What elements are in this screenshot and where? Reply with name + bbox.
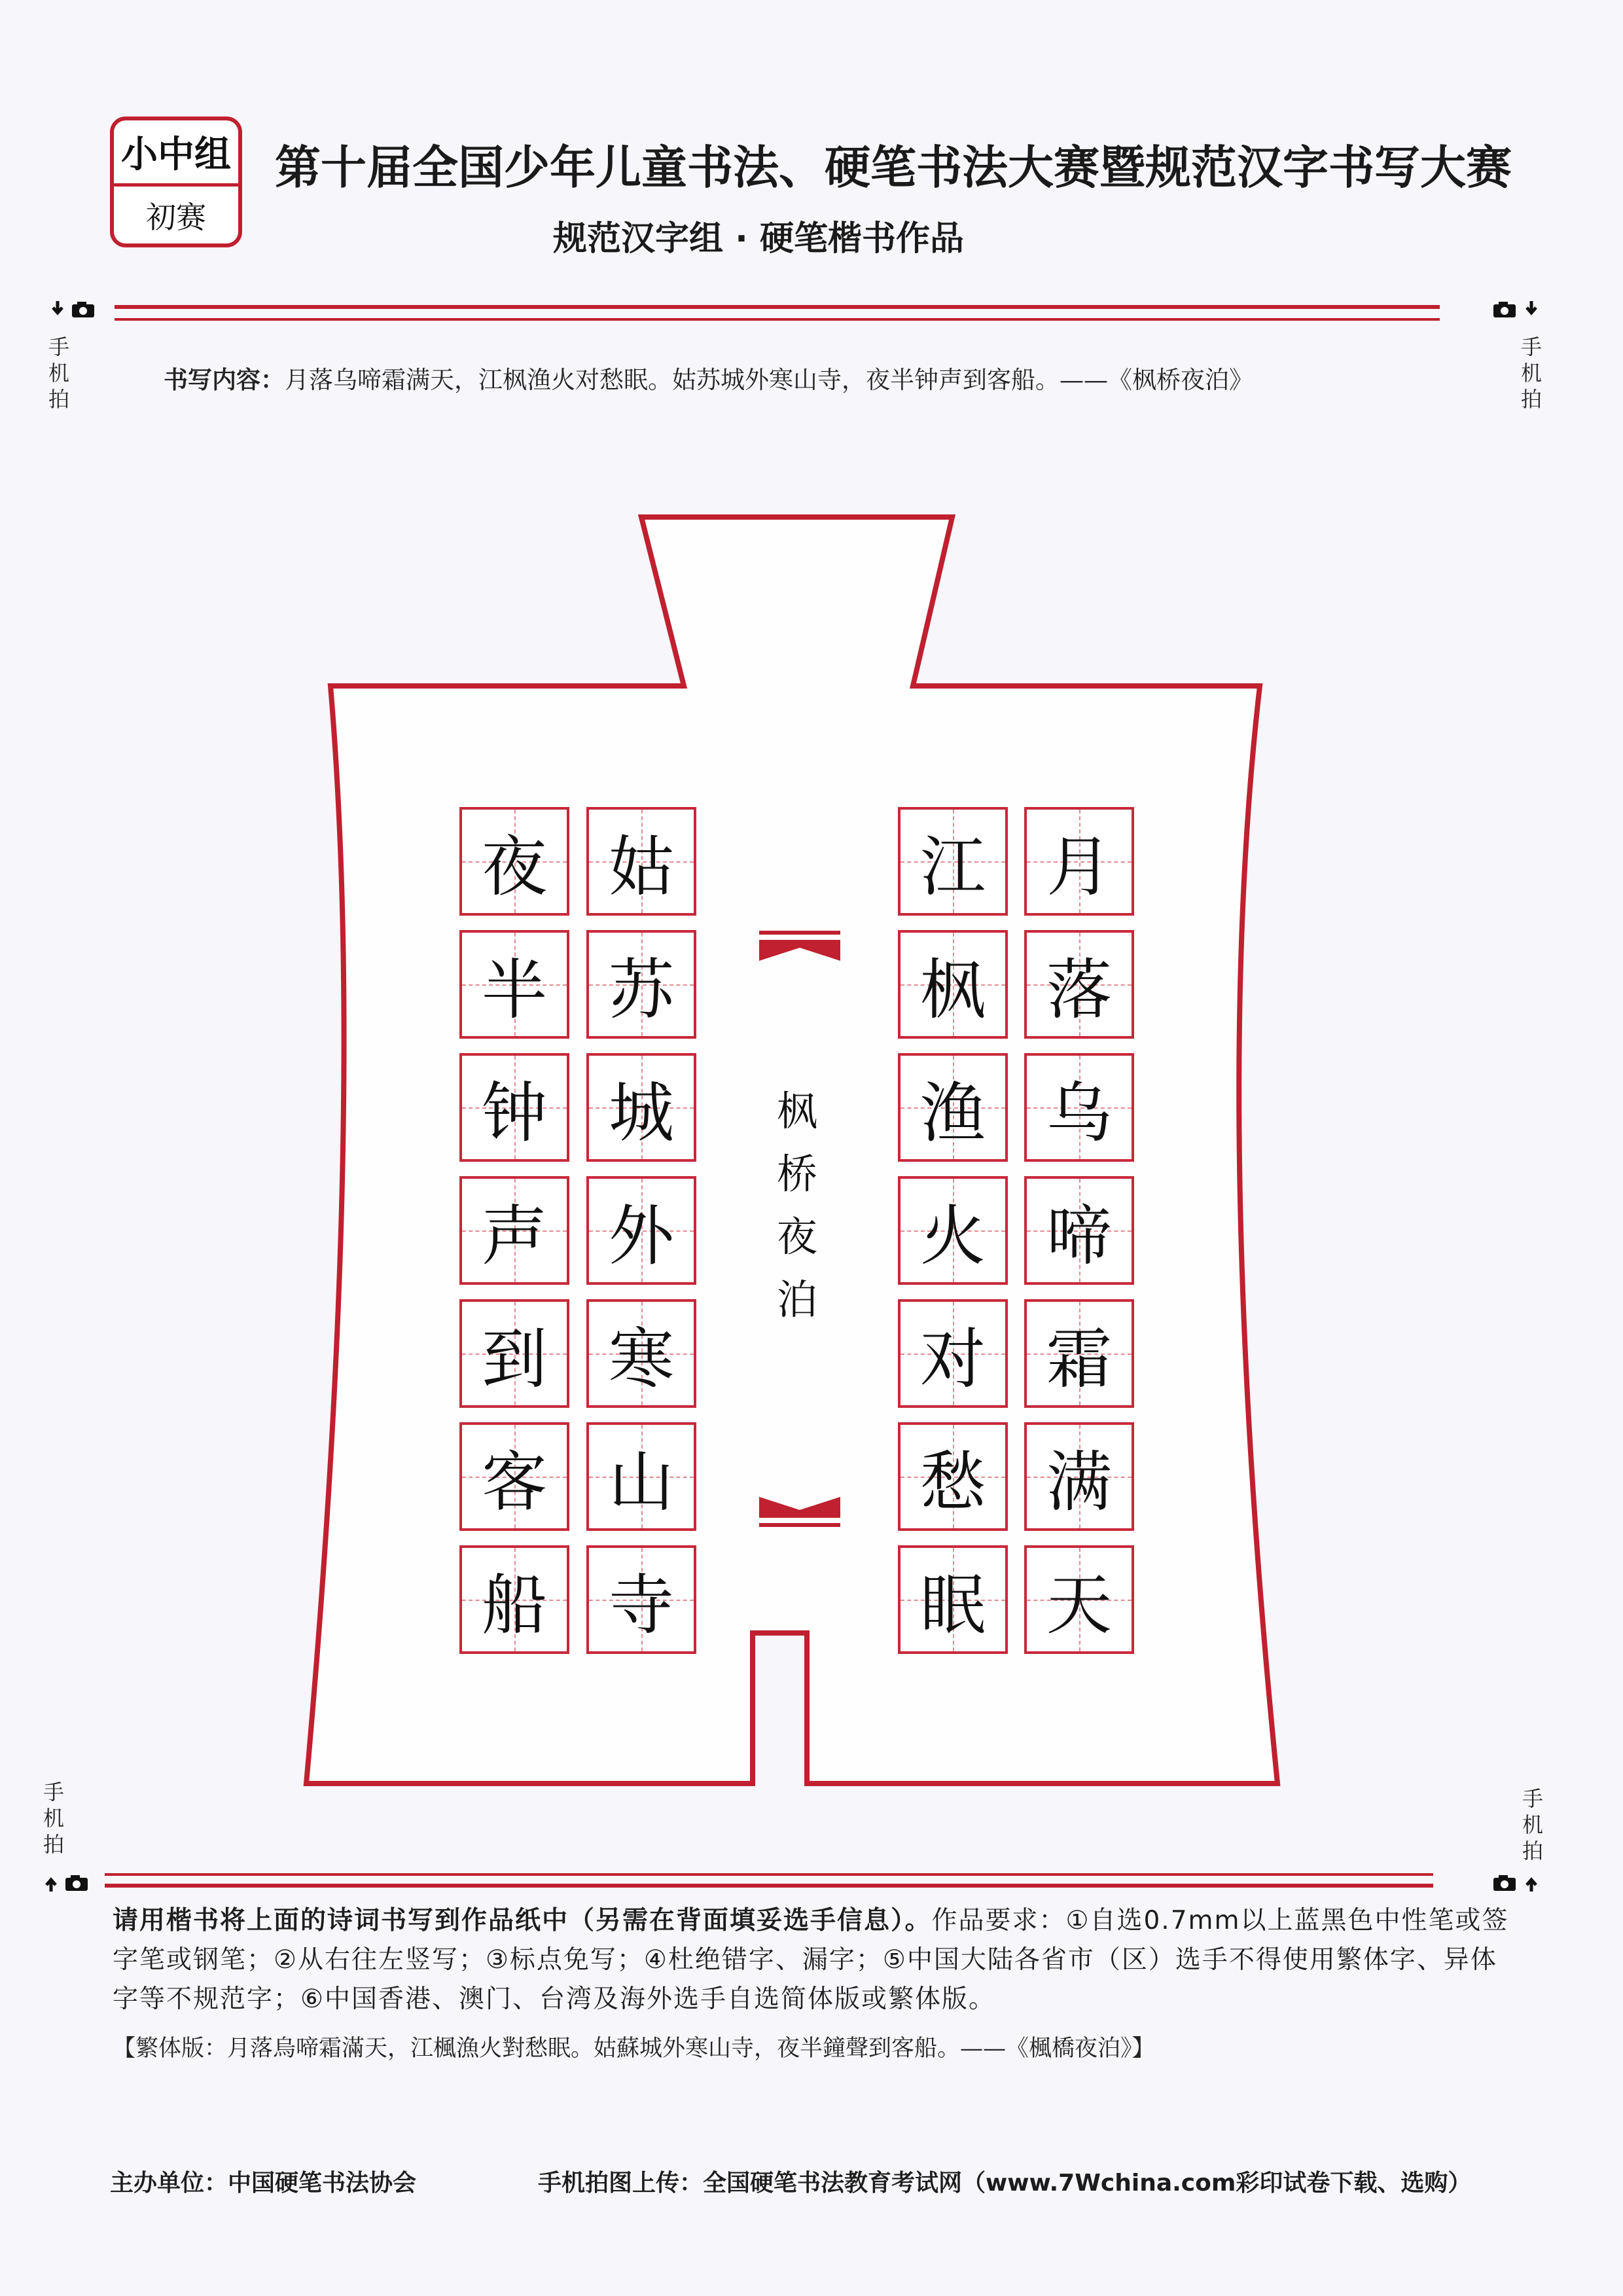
group-label: 小中组 [114,120,238,187]
grid-character: 满 [1046,1444,1112,1520]
grid-cell [898,1299,1008,1408]
writing-content-text: 月落乌啼霜满天，江枫渔火对愁眠。姑苏城外寒山寺，夜半钟声到客船。——《枫桥夜泊》 [285,366,1253,394]
writing-content-label: 书写内容： [164,366,285,394]
grid-cell [586,1176,696,1285]
stage-label: 初赛 [146,199,206,235]
grid-character: 客 [482,1444,547,1520]
grid-character: 眠 [920,1567,986,1643]
traditional-version: 【繁体版：月落烏啼霜滿天，江楓漁火對愁眠。姑蘇城外寒山寺，夜半鐘聲到客船。——《楓橋夜泊》】 [113,2036,1155,2062]
grid-cell [459,930,569,1039]
instructions [113,1901,1513,2019]
grid-character: 霜 [1046,1321,1112,1397]
grid-cell [586,1053,696,1162]
bottom-rule-lower [105,1884,1433,1888]
grid-cell [586,1299,696,1408]
grid-character: 外 [609,1198,674,1274]
grid-cell [1024,1299,1134,1408]
grid-character: 天 [1046,1567,1112,1643]
grid-character: 月 [1046,829,1112,905]
grid-character: 城 [609,1075,674,1151]
grid-character: 山 [609,1444,674,1520]
grid-cell [898,1176,1008,1285]
grid-character: 落 [1046,952,1112,1028]
grid-character: 寒 [609,1321,674,1397]
grid-character: 愁 [920,1444,986,1520]
grid-character: 火 [920,1198,986,1274]
bottom-rule-upper [105,1873,1433,1876]
grid-character: 乌 [1046,1075,1112,1151]
grid-cell [1024,1545,1134,1654]
grid-cell [459,1299,569,1408]
grid-cell [459,1053,569,1162]
grid-cell [459,807,569,916]
phone-shot-label-bottom-left: 手机拍 [43,1780,64,1857]
instructions-lead: 请用楷书将上面的诗词书写到作品纸中（另需在背面填妥选手信息）。 [113,1906,932,1935]
poem-title-char: 泊 [776,1276,817,1323]
grid-cell [898,807,1008,916]
grid-character: 渔 [920,1075,986,1151]
grid-character: 声 [482,1198,547,1274]
ornament-bottom [759,1494,840,1528]
poem-title-char: 枫 [776,1087,817,1135]
grid-character: 船 [482,1567,547,1643]
grid-cell [586,807,696,916]
grid-cell [898,1545,1008,1654]
instructions-body: 作品要求：①自选0.7mm以上蓝黑色中性笔或签字笔或钢笔；②从右往左竖写；③标点免写；④杜绝错字、漏字；⑤中国大陆各省市（区）选手不得使用繁体字、异体字等不规范字；⑥中国香港、澳门、台湾及海外选手自选简体版或繁体版。 [113,1906,1509,2014]
grid-character: 啼 [1046,1198,1112,1274]
grid-character: 寺 [609,1567,674,1643]
grid-cell [1024,1053,1134,1162]
grid-cell [1024,807,1134,916]
grid-cell [1024,1176,1134,1285]
grid-cell [459,1422,569,1531]
grid-cell [898,1053,1008,1162]
page-title: 第十届全国少年儿童书法、硬笔书法大赛暨规范汉字书写大赛 [275,141,1512,194]
grid-character: 对 [920,1321,986,1397]
poem-title-vertical [771,1080,823,1331]
organizer: 主办单位：中国硬笔书法协会 [110,2170,417,2197]
grid-character: 到 [482,1321,547,1397]
corner-marker-bottom-left [45,1873,93,1898]
grid-character: 夜 [482,829,547,905]
grid-cell [586,930,696,1039]
phone-shot-label-top-left: 手机拍 [48,334,69,412]
upload-info: 手机拍图上传：全国硬笔书法教育考试网（www.7Wchina.com彩印试卷下载、选购） [538,2170,1472,2197]
grid-character: 枫 [920,952,986,1028]
grid-cell [459,1176,569,1285]
phone-shot-label-bottom-right: 手机拍 [1522,1786,1543,1863]
upload-camera-icon [45,1873,93,1893]
grid-cell [898,1422,1008,1531]
grid-cell [898,930,1008,1039]
camera-upload-icon [1492,1873,1541,1893]
grid-character: 姑 [609,829,674,905]
poem-title-char: 桥 [776,1150,817,1198]
page-subtitle: 规范汉字组 · 硬笔楷书作品 [553,219,964,259]
grid-cell [1024,930,1134,1039]
grid-character: 江 [920,829,986,905]
grid-character: 苏 [609,952,674,1028]
grid-character: 半 [482,952,547,1028]
corner-marker-bottom-right [1492,1873,1541,1898]
grid-cell [586,1422,696,1531]
phone-shot-label-top-right: 手机拍 [1520,334,1542,412]
ornament-top [759,929,840,963]
poem-title-char: 夜 [776,1213,817,1261]
grid-cell [586,1545,696,1654]
grid-cell [459,1545,569,1654]
grid-character: 钟 [482,1075,547,1151]
grid-cell [1024,1422,1134,1531]
